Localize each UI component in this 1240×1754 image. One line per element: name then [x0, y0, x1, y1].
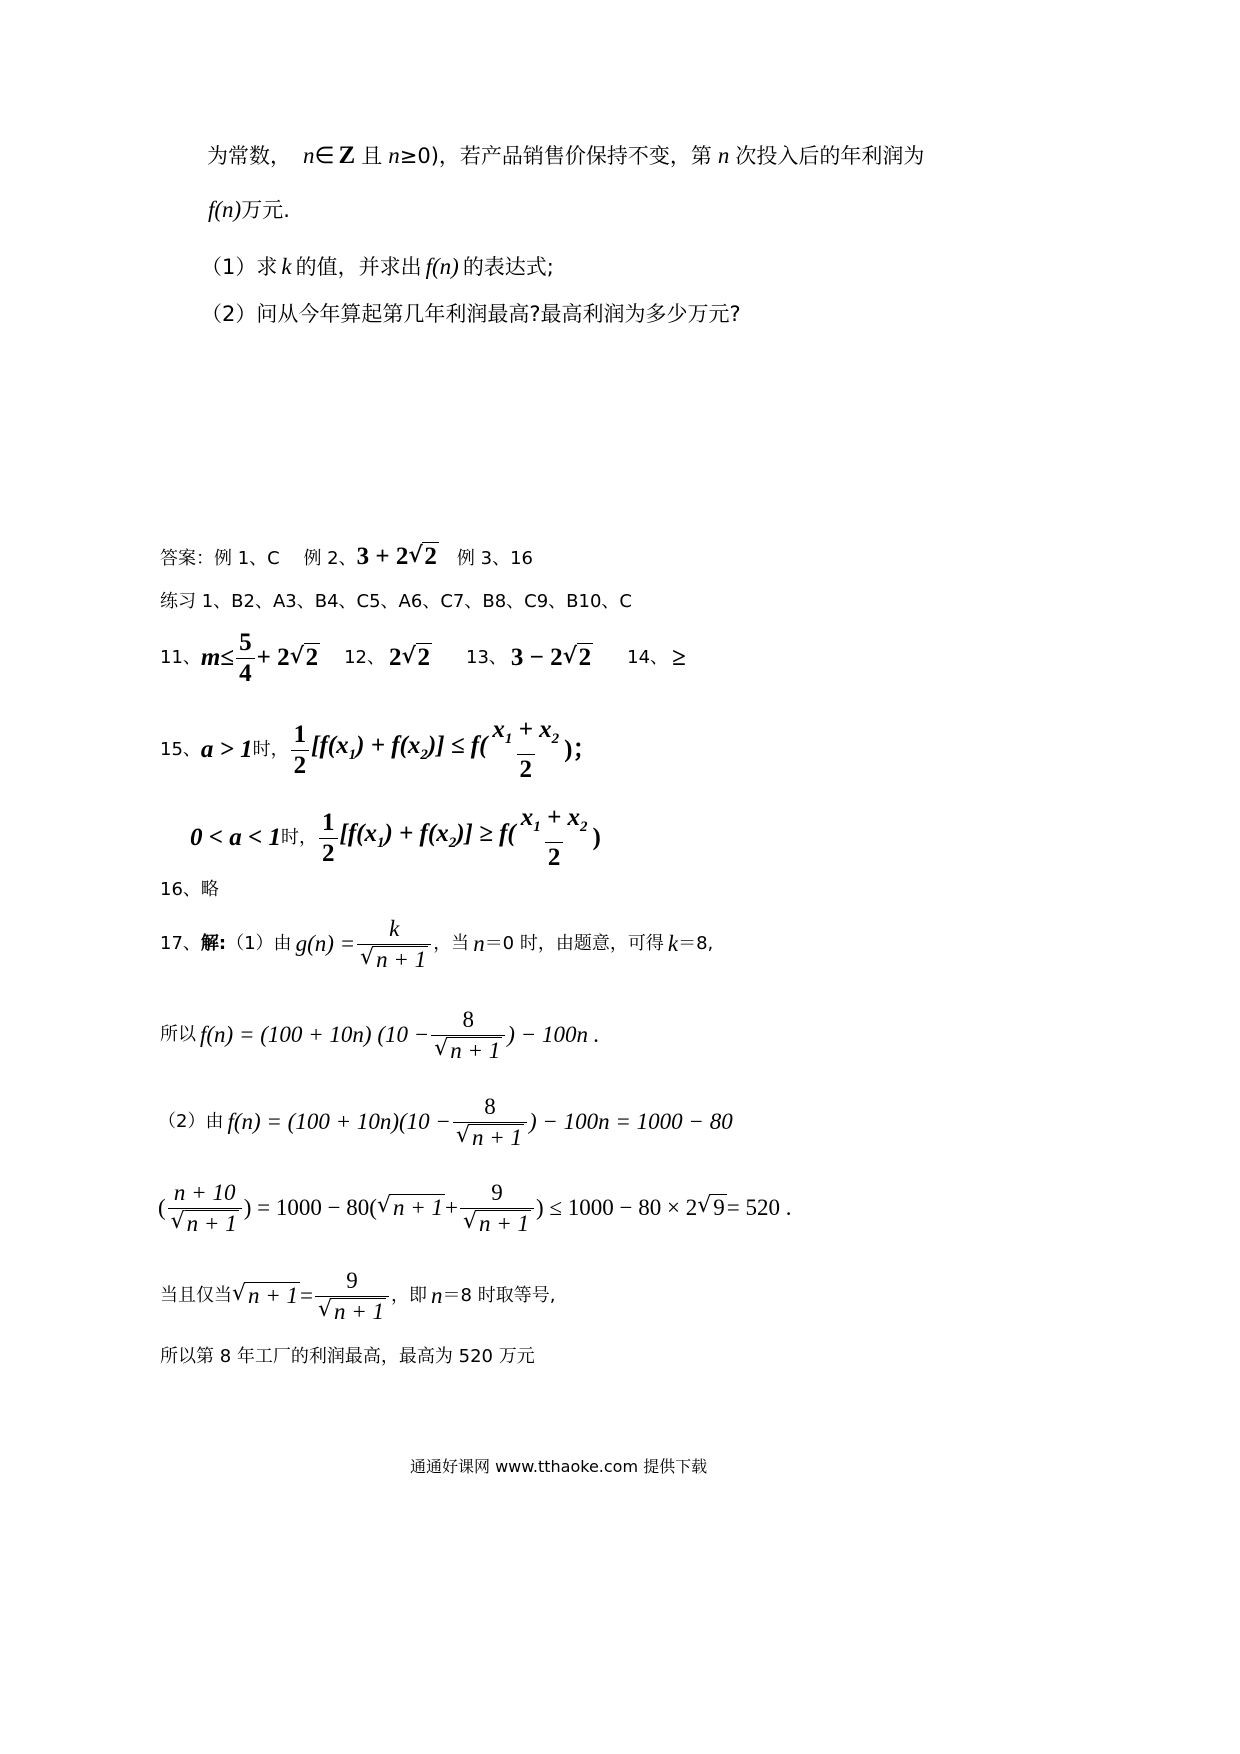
radicand: n + 1 [248, 1283, 299, 1308]
footer: 通通好课网 www.tthaoke.com 提供下载 [410, 1457, 708, 1476]
answer-11-14 [160, 628, 686, 688]
radicand: n + 1 [376, 946, 427, 972]
problem-line-2 [208, 196, 290, 224]
math: x [520, 804, 534, 831]
radicand: n + 1 [392, 1195, 443, 1220]
var-k: k [667, 931, 679, 956]
var-k: k [281, 254, 292, 279]
radicand: n + 1 [471, 1124, 522, 1150]
math: + x [540, 804, 580, 831]
subscript: 2 [420, 746, 428, 763]
math: ≥ [672, 644, 686, 671]
math: ) + f(x [384, 819, 449, 847]
text: 所以 [160, 1024, 196, 1045]
subscript: 2 [448, 834, 457, 851]
numerator: n + 10 [173, 1179, 236, 1205]
math: )] ≤ f( [427, 731, 488, 759]
math: + [445, 1195, 458, 1220]
answer-line-2: 练习 1、B2、A3、B4、C5、A6、C7、B8、C9、B10、C [160, 591, 632, 612]
fraction [315, 1266, 389, 1327]
numerator: 9 [491, 1179, 503, 1205]
var-n: n [431, 1283, 443, 1308]
text: ＝8, [678, 933, 714, 954]
math: f(n) = (100 + 10n)(10 − [227, 1109, 451, 1134]
math: 2 [389, 644, 402, 671]
var-n: n [473, 931, 485, 956]
denominator: 2 [545, 842, 564, 873]
label: 14、 [627, 647, 669, 668]
text: 且 [361, 144, 383, 168]
answer-17-line-1 [160, 912, 713, 976]
var-m: m [200, 644, 221, 671]
numerator: k [389, 915, 400, 941]
fraction-half [319, 808, 338, 869]
label: 15、 [160, 739, 201, 760]
math: + 2 [256, 644, 290, 671]
radicand: n + 1 [450, 1037, 501, 1063]
solution-label: 解: [200, 933, 227, 954]
math: ) − 100n . [507, 1022, 600, 1047]
sqrt [463, 1209, 531, 1239]
set-z: Z [338, 142, 356, 169]
text: 答案：例 1、C 例 2、 [160, 548, 357, 569]
fraction-half [291, 720, 310, 781]
math: = 520 . [726, 1195, 792, 1220]
func-f: f(n) [425, 254, 459, 279]
radicand: n + 1 [478, 1210, 530, 1236]
sqrt [434, 1036, 502, 1066]
math: ) = 1000 − 80( [243, 1195, 377, 1220]
label: 13、 [466, 647, 507, 668]
fraction [431, 1005, 505, 1066]
math: g(n) = [295, 931, 356, 956]
radicand: n + 1 [186, 1210, 237, 1236]
subscript: 1 [376, 834, 385, 851]
sqrt [171, 1209, 239, 1239]
subscript: 1 [504, 731, 513, 747]
math: f(n) = (100 + 10n) (10 − [200, 1022, 430, 1047]
denominator: 2 [517, 754, 536, 785]
question-1 [201, 253, 554, 281]
radicand: 2 [424, 543, 437, 570]
numerator: 8 [484, 1093, 496, 1119]
problem-line-1 [207, 142, 924, 170]
subscript: 1 [533, 819, 541, 835]
math: ) + f(x [356, 731, 421, 759]
text: 为常数， [207, 144, 291, 168]
math: = [300, 1283, 314, 1308]
text: 的表达式; [462, 255, 554, 279]
answer-16: 16、略 [160, 879, 219, 900]
answer-17-conclusion: 所以第 8 年工厂的利润最高，最高为 520 万元 [160, 1346, 535, 1367]
sqrt [290, 644, 321, 672]
math: ) [592, 824, 601, 851]
denominator: 2 [291, 750, 310, 781]
math: x [492, 716, 505, 743]
sqrt [697, 1194, 727, 1222]
numerator: 1 [322, 808, 335, 836]
radicand: n + 1 [334, 1298, 385, 1324]
text: ，当 [433, 933, 470, 954]
sqrt [408, 543, 439, 571]
text: 时， [252, 739, 289, 760]
question-2: （2）问从今年算起第几年利润最高?最高利润为多少万元? [201, 302, 741, 326]
text: （1）由 [226, 933, 292, 954]
fraction [236, 628, 255, 689]
var-n: n [717, 143, 730, 168]
subscript: 1 [348, 746, 357, 763]
fraction-mean [518, 803, 591, 873]
numerator: 1 [293, 720, 307, 748]
sqrt [360, 945, 428, 975]
text: ，即 [391, 1285, 428, 1306]
var-n: n [388, 143, 400, 168]
sqrt [402, 644, 433, 672]
sqrt [232, 1282, 300, 1310]
math: ) − 100n = 1000 − 80 [528, 1109, 733, 1134]
text: 当且仅当 [160, 1285, 232, 1306]
math: + x [512, 716, 552, 743]
condition: a > 1 [200, 736, 253, 763]
math: [f(x [339, 819, 377, 847]
radicand: 9 [713, 1195, 725, 1220]
answer-line-1 [160, 543, 533, 573]
answer-15a [160, 718, 597, 782]
func-f: f(n) [208, 197, 242, 222]
in-symbol: ∈ [314, 143, 335, 168]
math: 3 − 2 [510, 644, 563, 671]
math: [f(x [311, 731, 349, 759]
sqrt [377, 1194, 445, 1222]
text: （1）求 [201, 255, 278, 279]
sqrt [318, 1297, 386, 1327]
radicand: 2 [578, 644, 592, 671]
text: ＝0 时，由题意，可得 [484, 933, 664, 954]
denominator: 2 [319, 838, 338, 869]
answer-17-line-4 [158, 1176, 791, 1240]
text: 万元. [241, 198, 290, 222]
sqrt [456, 1123, 524, 1153]
text: 时， [281, 827, 317, 848]
fraction [168, 1178, 242, 1239]
label: 17、 [160, 933, 201, 954]
answer-17-line-2 [160, 1003, 599, 1067]
math: ) ≤ 1000 − 80 × 2 [536, 1195, 698, 1220]
math: ≤ [220, 644, 235, 671]
radicand: 2 [305, 644, 319, 671]
answer-15b [190, 806, 601, 870]
text: 的值，并求出 [295, 255, 422, 279]
numerator: 9 [346, 1267, 358, 1293]
text: 例 3、16 [438, 548, 533, 569]
math: ( [158, 1195, 166, 1220]
fraction [453, 1092, 527, 1153]
text: （2）由 [158, 1111, 224, 1132]
denominator: 4 [236, 658, 255, 689]
radicand: 2 [417, 644, 430, 671]
label: 12、 [344, 647, 385, 668]
fraction-mean [489, 715, 562, 785]
text: ＝8 时取等号, [442, 1285, 556, 1306]
fraction [357, 914, 431, 975]
sqrt [563, 644, 594, 672]
answer-17-line-3 [158, 1090, 733, 1154]
text: 次投入后的年利润为 [735, 144, 925, 168]
math: )] ≥ f( [456, 819, 516, 847]
fraction [460, 1178, 534, 1239]
var-n: n [303, 143, 315, 168]
condition: 0 < a < 1 [190, 824, 281, 851]
math: )； [564, 736, 598, 763]
text: ≥0)，若产品销售价保持不变，第 [399, 144, 712, 168]
subscript: 2 [580, 819, 588, 835]
label: 11、 [160, 647, 201, 668]
answer-17-line-5 [160, 1264, 555, 1328]
numerator: 8 [462, 1006, 475, 1032]
math: 3 + 2 [356, 543, 409, 570]
subscript: 2 [551, 731, 560, 747]
numerator: 5 [239, 628, 252, 656]
